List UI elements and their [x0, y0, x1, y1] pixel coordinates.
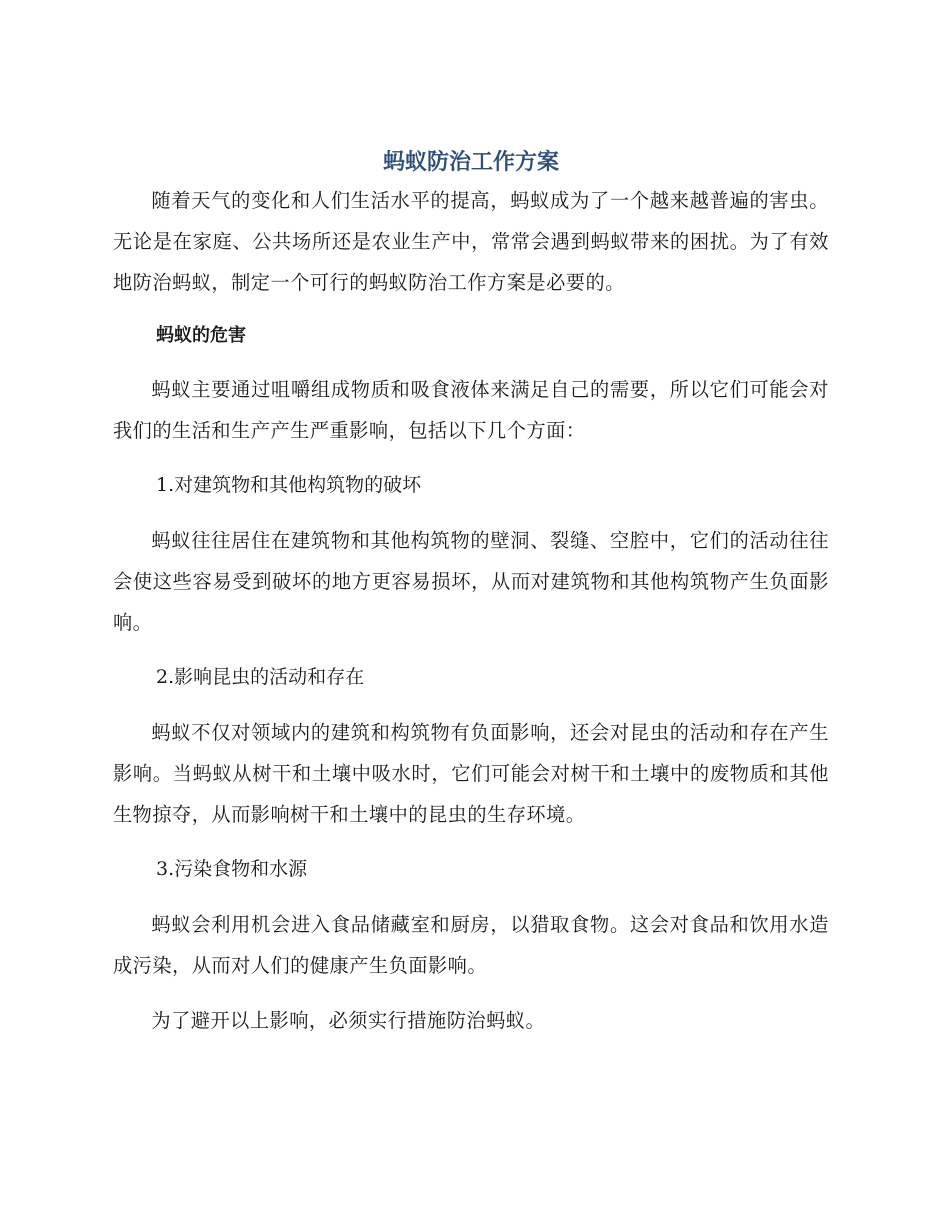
section-heading: 蚂蚁的危害 — [156, 325, 246, 346]
intro-paragraph: 随着天气的变化和人们生活水平的提高，蚂蚁成为了一个越来越普遍的害虫。无论是在家庭、公共场所还是农业生产中，常常会遇到蚂蚁带来的困扰。为了有效地防治蚂蚁，制定一个可行的蚂蚁防治工作方案是必要的。 — [113, 189, 829, 294]
conclusion-paragraph: 为了避开以上影响，必须实行措施防治蚂蚁。 — [151, 1009, 546, 1032]
item-3-title: 3.污染食物和水源 — [156, 858, 308, 880]
document-title: 蚂蚁防治工作方案 — [382, 150, 559, 175]
section-intro-paragraph: 蚂蚁主要通过咀嚼组成物质和吸食液体来满足自己的需要，所以它们可能会对我们的生活和生产产生严重影响，包括以下几个方面： — [113, 378, 829, 442]
item-2-title: 2.影响昆虫的活动和存在 — [156, 666, 365, 688]
document-page — [113, 140, 829, 1041]
item-1-body: 蚂蚁往往居住在建筑物和其他构筑物的壁洞、裂缝、空腔中，它们的活动往往会使这些容易受到破坏的地方更容易损坏，从而对建筑物和其他构筑物产生负面影响。 — [113, 529, 829, 634]
item-1-title: 1.对建筑物和其他构筑物的破坏 — [156, 474, 422, 496]
item-3-body: 蚂蚁会利用机会进入食品储藏室和厨房，以猎取食物。这会对食品和饮用水造成污染，从而对人们的健康产生负面影响。 — [113, 913, 829, 977]
item-2-body: 蚂蚁不仅对领域内的建筑和构筑物有负面影响，还会对昆虫的活动和存在产生影响。当蚂蚁从树干和土壤中吸水时，它们可能会对树干和土壤中的废物质和其他生物掠夺，从而影响树干和土壤中的昆虫的生存环境。 — [113, 721, 829, 826]
